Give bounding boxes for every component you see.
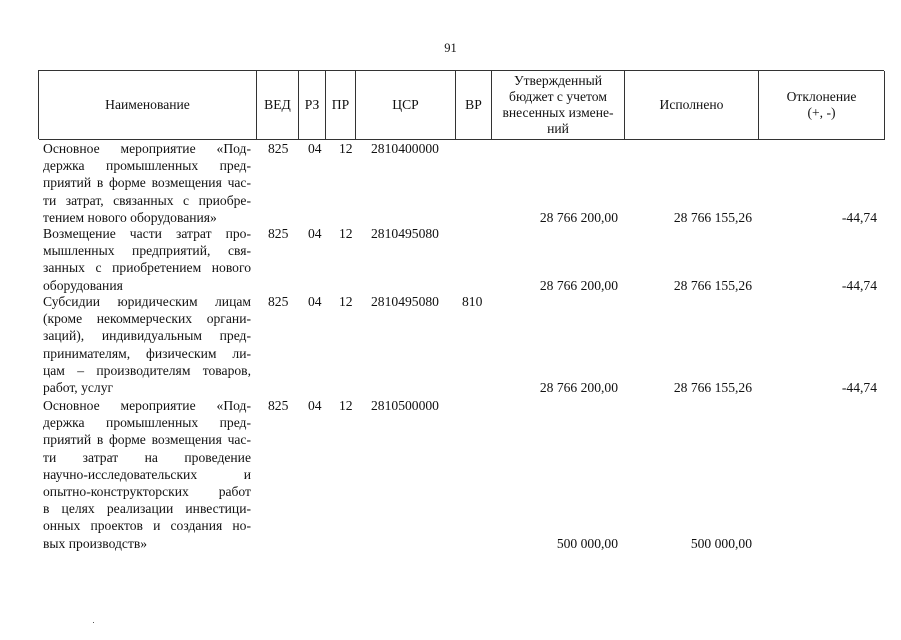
row-deviation: -44,74 [841,277,877,293]
row-rz: 04 [308,226,322,241]
row-name-line: тением нового оборудования» [43,209,217,225]
row-ved: 825 [268,294,289,309]
row-name-line: опытно-конструкторских работ [43,483,251,499]
header-executed-label: Исполнено [659,97,724,112]
row-name-line: вых производств» [43,535,148,551]
row-name-line: оборудования [43,277,123,293]
row-name-line: Основное мероприятие «Под- [43,141,251,156]
row-pr: 12 [339,398,353,413]
header-pr-label: ПР [331,97,350,112]
row-pr: 12 [339,226,353,241]
row-name-line: держка промышленных пред- [43,415,251,431]
row-budget: 28 766 200,00 [539,209,618,225]
header-name [39,71,257,140]
page-number: 91 [444,41,457,55]
header-rz [299,71,326,140]
header-budget [492,71,625,140]
row-pr: 12 [339,141,353,156]
scan-speck [93,622,94,623]
row-rz: 04 [308,398,322,413]
header-deviation-label: Отклонение (+, -) [786,89,857,120]
row-name [43,140,251,226]
row-name-line: ти затрат на проведение [43,449,251,465]
row-name-line: заций), индивидуальным пред- [43,328,251,344]
row-rz: 04 [308,141,322,156]
row-ved: 825 [268,226,289,241]
row-budget: 28 766 200,00 [539,380,618,395]
row-name-line: (кроме некоммерческих органи- [43,311,251,327]
row-name-line: ти затрат, связанных с приобре- [43,192,251,208]
row-executed: 500 000,00 [690,535,752,551]
row-executed: 28 766 155,26 [673,277,752,293]
row-ved: 825 [268,141,289,156]
header-csr [356,71,456,140]
row-name [43,293,251,396]
header-pr [326,71,356,140]
header-executed [625,71,759,140]
row-budget: 28 766 200,00 [539,277,618,293]
header-vr-label: ВР [465,97,482,112]
row-name-line: приятий в форме возмещения час- [43,175,251,191]
header-ved [257,71,299,140]
row-name-line: в целях реализации инвестици- [43,501,251,517]
row-name-line: мышленных предприятий, свя- [43,243,251,259]
header-rz-label: РЗ [304,97,320,112]
row-name-line: занных с приобретением нового [43,260,251,276]
row-name-line: принимателям, физическим ли- [43,345,251,361]
row-csr: 2810400000 [371,141,439,156]
row-csr: 2810495080 [371,226,439,241]
row-budget: 500 000,00 [556,535,618,551]
row-name-line: научно-исследовательских и [43,466,251,482]
row-rz: 04 [308,294,322,309]
row-deviation: -44,74 [841,209,877,225]
row-name-line: приятий в форме возмещения час- [43,432,251,448]
row-vr: 810 [462,294,483,309]
header-vr [456,71,492,140]
header-name-label: Наименование [105,97,190,112]
table-header [38,70,884,139]
row-name-line: цам – производителям товаров, [43,362,251,378]
row-csr: 2810495080 [371,294,439,309]
row-executed: 28 766 155,26 [673,380,752,395]
row-name-line: онных проектов и создания но- [43,518,251,534]
row-executed: 28 766 155,26 [673,209,752,225]
header-deviation [759,71,885,140]
row-pr: 12 [339,294,353,309]
row-name [43,225,251,294]
row-name [43,397,251,552]
row-ved: 825 [268,398,289,413]
header-ved-label: ВЕД [264,97,291,112]
header-csr-label: ЦСР [392,97,419,112]
row-name-line: Возмещение части затрат про- [43,226,251,241]
row-name-line: Субсидии юридическим лицам [43,294,251,309]
row-name-line: Основное мероприятие «Под- [43,398,251,413]
header-budget-label: Утвержденный бюджет с учетом внесенных измене- ний [502,73,614,136]
row-csr: 2810500000 [371,398,439,413]
row-name-line: держка промышленных пред- [43,158,251,174]
row-name-line: работ, услуг [43,379,114,395]
row-deviation: -44,74 [841,380,877,395]
